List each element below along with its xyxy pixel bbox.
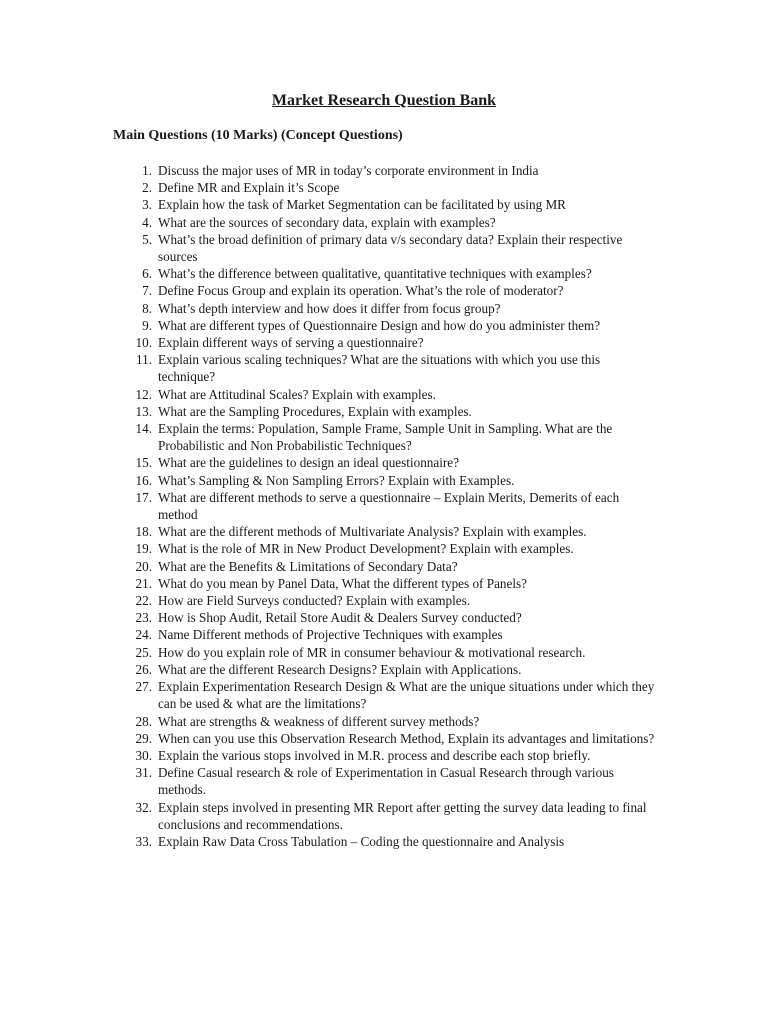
question-text: What’s Sampling & Non Sampling Errors? Explain with Examples. bbox=[158, 472, 515, 488]
question-text: What are Attitudinal Scales? Explain with examples. bbox=[158, 386, 436, 402]
question-item bbox=[0, 196, 768, 213]
question-number: 32. bbox=[135, 799, 152, 815]
question-item bbox=[0, 661, 768, 678]
question-text: What are the different methods of Multivariate Analysis? Explain with examples. bbox=[158, 524, 587, 540]
question-item bbox=[0, 523, 768, 540]
question-text: What’s depth interview and how does it differ from focus group? bbox=[158, 300, 501, 316]
question-item bbox=[0, 609, 768, 626]
question-text: Discuss the major uses of MR in today’s corporate environment in India bbox=[158, 163, 539, 178]
question-number: 1. bbox=[142, 163, 152, 178]
question-number: 29. bbox=[135, 730, 152, 746]
question-item bbox=[0, 592, 768, 609]
question-text: How do you explain role of MR in consumer behaviour & motivational research. bbox=[158, 644, 586, 660]
question-item bbox=[0, 386, 768, 403]
question-number: 19. bbox=[135, 541, 152, 557]
question-text: What’s the broad definition of primary data v/s secondary data? Explain their respective sources bbox=[158, 231, 623, 265]
question-text: What’s the difference between qualitative, quantitative techniques with examples? bbox=[158, 266, 592, 282]
question-number: 8. bbox=[142, 300, 152, 316]
question-text: Explain various scaling techniques? What are the situations with which you use this technique? bbox=[158, 352, 601, 385]
question-number: 30. bbox=[135, 747, 152, 763]
question-item bbox=[0, 162, 768, 179]
question-text: What is the role of MR in New Product Development? Explain with examples. bbox=[158, 541, 574, 557]
question-item bbox=[0, 575, 768, 592]
question-number: 4. bbox=[142, 214, 152, 230]
document-title: Market Research Question Bank bbox=[271, 92, 497, 109]
question-item bbox=[0, 454, 768, 471]
question-item bbox=[0, 317, 768, 334]
question-number: 11. bbox=[136, 352, 152, 368]
question-text: Define MR and Explain it’s Scope bbox=[158, 180, 340, 196]
question-number: 13. bbox=[135, 403, 152, 419]
question-item bbox=[0, 558, 768, 575]
question-item bbox=[0, 747, 768, 764]
question-text: What are the sources of secondary data, explain with examples? bbox=[158, 214, 496, 230]
question-item bbox=[0, 626, 768, 643]
question-text: Explain steps involved in presenting MR Report after getting the survey data leading to final conclusions and recommendations. bbox=[158, 799, 647, 832]
question-text: Explain how the task of Market Segmentation can be facilitated by using MR bbox=[158, 197, 566, 213]
question-item bbox=[0, 351, 768, 385]
question-number: 12. bbox=[135, 386, 152, 402]
question-text: Define Casual research & role of Experimentation in Casual Research through various methods. bbox=[158, 765, 614, 798]
question-list bbox=[0, 162, 768, 850]
question-number: 9. bbox=[142, 317, 152, 333]
question-text: What are the Sampling Procedures, Explain with examples. bbox=[158, 403, 472, 419]
question-item bbox=[0, 472, 768, 489]
question-item bbox=[0, 179, 768, 196]
question-number: 14. bbox=[135, 421, 152, 437]
question-item bbox=[0, 540, 768, 557]
question-text: Define Focus Group and explain its operation. What’s the role of moderator? bbox=[158, 283, 564, 299]
question-number: 16. bbox=[135, 472, 152, 488]
question-item bbox=[0, 489, 768, 523]
question-item bbox=[0, 833, 768, 850]
question-text: Explain the terms: Population, Sample Frame, Sample Unit in Sampling. What are the Probabilistic and Non Probabilistic Techniques? bbox=[158, 421, 613, 454]
question-number: 17. bbox=[135, 489, 152, 505]
question-number: 15. bbox=[135, 455, 152, 471]
question-number: 26. bbox=[135, 661, 152, 677]
question-number: 23. bbox=[135, 610, 152, 626]
question-item bbox=[0, 730, 768, 747]
question-text: Explain Raw Data Cross Tabulation – Coding the questionnaire and Analysis bbox=[158, 833, 565, 849]
question-item bbox=[0, 282, 768, 299]
question-text: What are strengths & weakness of different survey methods? bbox=[158, 713, 480, 729]
question-text: Explain different ways of serving a questionnaire? bbox=[158, 335, 424, 351]
question-item bbox=[0, 231, 768, 265]
question-item bbox=[0, 644, 768, 661]
question-text: When can you use this Observation Research Method, Explain its advantages and limitations? bbox=[158, 730, 655, 746]
question-item bbox=[0, 403, 768, 420]
question-text: What do you mean by Panel Data, What the different types of Panels? bbox=[158, 575, 528, 591]
question-item bbox=[0, 265, 768, 282]
question-text: How is Shop Audit, Retail Store Audit & Dealers Survey conducted? bbox=[158, 610, 522, 626]
question-number: 28. bbox=[135, 713, 152, 729]
question-text: What are different methods to serve a questionnaire – Explain Merits, Demerits of each method bbox=[158, 489, 620, 523]
question-number: 22. bbox=[135, 593, 152, 609]
question-item bbox=[0, 300, 768, 317]
question-number: 24. bbox=[135, 627, 152, 643]
question-number: 5. bbox=[142, 231, 152, 247]
question-item bbox=[0, 678, 768, 712]
question-item bbox=[0, 799, 768, 833]
question-text: Explain Experimentation Research Design & What are the unique situations under which they can be used & what are the limitations? bbox=[158, 679, 655, 712]
question-number: 27. bbox=[135, 679, 152, 695]
section-heading: Main Questions (10 Marks) (Concept Questions) bbox=[113, 128, 403, 143]
question-number: 31. bbox=[135, 765, 152, 781]
question-number: 18. bbox=[135, 524, 152, 540]
question-text: What are the different Research Designs? Explain with Applications. bbox=[158, 661, 522, 677]
question-item bbox=[0, 764, 768, 798]
question-item bbox=[0, 334, 768, 351]
question-text: Explain the various stops involved in M.R. process and describe each stop briefly. bbox=[158, 747, 591, 763]
question-text: What are the Benefits & Limitations of Secondary Data? bbox=[158, 558, 458, 574]
question-number: 10. bbox=[135, 335, 152, 351]
question-text: What are different types of Questionnaire Design and how do you administer them? bbox=[158, 317, 601, 333]
question-number: 2. bbox=[142, 180, 152, 196]
question-number: 20. bbox=[135, 558, 152, 574]
question-item bbox=[0, 420, 768, 454]
question-text: How are Field Surveys conducted? Explain with examples. bbox=[158, 593, 471, 609]
question-text: What are the guidelines to design an ideal questionnaire? bbox=[158, 455, 460, 471]
question-number: 33. bbox=[135, 833, 152, 849]
question-number: 3. bbox=[142, 197, 152, 213]
question-text: Name Different methods of Projective Techniques with examples bbox=[158, 627, 503, 643]
question-number: 21. bbox=[135, 575, 152, 591]
question-item bbox=[0, 713, 768, 730]
question-item bbox=[0, 214, 768, 231]
question-number: 7. bbox=[142, 283, 152, 299]
question-number: 25. bbox=[135, 644, 152, 660]
question-number: 6. bbox=[142, 266, 152, 282]
